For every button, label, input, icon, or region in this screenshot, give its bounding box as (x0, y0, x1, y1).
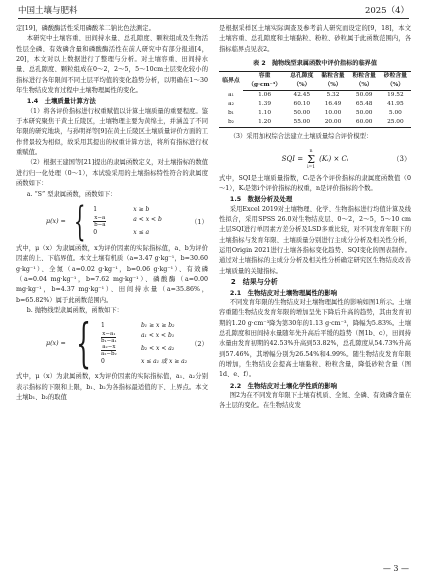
critical-values-table (219, 71, 411, 128)
formula-lhs: SQI = (281, 155, 304, 164)
formula-2: μ(x) = { 1 b₁ ≥ x ≥ b₂ $\frac{\text{x−a₁}}{\text{b₁−a₁}}$ a₁ < x < b₁ $\frac{\text{a₂−x}}{\text{a₂−b₂}}$ b₂ < x < a₂ 0 x ≤ a₁ 或 x ≥ a₂ （2） (46, 314, 208, 375)
left-column (16, 24, 208, 403)
paragraph: 式中，μ（x）为隶属函数，x为评价因素的实际指标值，a₁、a₂分别表示指标的下限和上限，b₁、b₂为各指标最适值的下、上界点。本文土壤b₁、b₂的取值 (16, 373, 208, 401)
table-unit: （%） (317, 81, 348, 91)
paragraph: （1）将各评价指标进行权重赋值以计算土壤质量的重要程度。鉴于本研究聚焦干黄土丘陵区，土壤物理主要为黄绵土，并涵盖了不同年限的研究地块，与孙明祥等[9]在黄土丘陵区土壤质量评价方面的工作背景较为相似，故采用其提出的权重计算方法，将所有指标进行权重赋值。 (16, 107, 208, 157)
formula-term: (Kᵢ) × Cᵢ (319, 155, 349, 164)
formula-1: μ(x) = { 1 x ≥ b $\frac{x-a}{b-a}$ a < x < b 0 x ≤ a （1） (46, 198, 208, 245)
paragraph: 是根据采样区土壤实际调查及参考前人研究而设定的[9，18]，本文土壤容重、总孔隙度和土壤黏粒、粉粒、砂粒属于此函数范围内，各指标临界点见表2。 (219, 25, 411, 53)
summation-symbol: n Σ i=1 (307, 148, 316, 170)
right-column (219, 24, 411, 412)
left-brace: { (73, 198, 86, 245)
page-number: — 3 — (382, 564, 409, 573)
table-caption: 表 2 抛物线型隶属函数中评价指标的临界值 (252, 60, 378, 68)
function-label-a: a. “S” 型隶属函数，函数如下： (26, 190, 117, 198)
paragraph: 不同发育年限的生物结皮对土壤物理属性的影响如图1所示。土壤容重随生物结皮发育年限的增加呈先下降后升高的趋势，其由发育初期的1.20 g·cm⁻³降为第30年的1.13 g·cm⁻³，降幅为5.83%。土壤总孔隙度和田间持水量随年先升高后平缓的趋势（图1b、c），田间持水量由发育初期的42.53%升高到53.82%，总孔隙度从54.73%升高到57.46%，其增幅分别为26.54%和4.99%。随生物结皮发育年限的增加，生物结皮会提高土壤黏粒、粉粒含量，降低砂粒含量（图1d、e、f）。 (219, 298, 411, 379)
paragraph: 式中，μ（x）为隶属函数，x为评价因素的实际指标值，a、b为评价因素的上、下临界值。本文土壤有机质（a=3.47 g·kg⁻¹，b=30.60 g·kg⁻¹）、全氮（a=0.02 g·kg⁻¹，b=0.06 g·kg⁻¹）、有效磷（a=0.04 mg·kg⁻¹，b=7.62 mg·kg⁻¹）、磷酸酶（a=0.00 mg·kg⁻¹，b=4.37 mg·kg⁻¹）、田间持水量（a=35.86%，b=65.82%）属于此函数范围内。 (16, 244, 208, 304)
formula-lhs: μ(x) = (46, 217, 66, 225)
paragraph: 图2为在不同发育年限下土壤有机质、全氮、全磷、有效磷含量在各土层的变化。在生物结皮发 (219, 391, 411, 410)
table-row: a₁ 1.06 42.45 5.32 50.09 19.52 (228, 92, 404, 99)
function-label-b: b. 抛物线型隶属函数，函数如下： (26, 306, 123, 314)
table-unit: （%） (286, 81, 317, 91)
formula-3 (219, 149, 411, 170)
equation-number: （1） (190, 217, 208, 226)
table-header: 黏粒含量 (317, 72, 348, 82)
paragraph: （3）采用加权综合法建立土壤质量综合评价模型： (229, 133, 373, 141)
section-heading-1-4: 1.4 土壤质量计算方法 (26, 97, 96, 106)
table-header: 总孔隙度 (286, 72, 317, 82)
table-row: b₁ 1.10 50.00 10.00 50.00 5.00 (227, 110, 402, 117)
table-header: 粉粒含量 (349, 72, 380, 82)
section-heading-2-2: 2.2 生物结皮对土壤化学性质的影响 (229, 381, 338, 390)
table-row: b₂ 1.20 55.00 20.00 60.00 25.00 (219, 118, 411, 128)
table-header: 容重 (243, 72, 286, 82)
table-unit: （g·cm⁻³） (243, 81, 286, 91)
section-heading-2-1: 2.1 生物结皮对土壤物理属性的影响 (229, 288, 338, 297)
left-brace: { (75, 314, 91, 375)
issue-number: 2025（4） (364, 6, 409, 16)
paragraph: （2）根据王建国等[21]提出的隶属函数定义，对土壤指标的数值进行归一化处理（0～1），本试验采用的土壤指标特性符合的隶属度函数如下： (16, 159, 208, 188)
section-heading-1-5: 1.5 数据分析及处理 (229, 195, 293, 204)
paragraph: 式中，SQI是土壤质量指数，Cᵢ是各个评价指标的隶属度函数值（0～1），Kᵢ是第i个评价指标的权重，n是评价指标的个数。 (219, 174, 411, 193)
table-unit: （%） (380, 81, 411, 91)
paragraph: 采用Excel 2019对土壤物理、化学、生物指标进行均值计算及线性拟合，采用SPSS 26.0对生物结皮层、0～2，2～5，5～10 cm土层SQI进行单因素方差分析及LSD多重比较，对不同发育年限下的土壤指标与发育年限、土壤质量分别进行主成分分析及相关性分析，运用Origin 2021进行土壤各指标变化趋势、SQI变化的图表制作。通过对土壤指标的主成分分析及相关性分析确定研究区生物结皮改善土壤质量的关键指标。 (219, 205, 411, 275)
table-header: 临界点 (219, 72, 243, 91)
section-heading-2: 2 结果与分析 (230, 278, 278, 287)
journal-name: 中国土壤与肥料 (18, 6, 78, 16)
running-header (18, 4, 409, 19)
paragraph: 定[19]，磷酸酶活性采用磷酸苯二钠比色法测定。 (16, 25, 155, 32)
paragraph: 本研究中土壤容重、田间持水量、总孔隙度、颗粒组成及生物活性层全磷、有效磷含量和磷酸酶活性在前人研究中有部分报道[4，20]，本文对以上数据进行了整理与分析。对土壤容重、田间持水量、总孔隙度、颗粒组成在0～2，2～5，5～10cm土层变化较小的指标进行各年限间不同土层平均值的变化趋势分析，以明确在1～30年生物结皮发育过程中土壤物理属性的变化。 (16, 35, 208, 95)
table-unit: （%） (349, 81, 380, 91)
table-header: 砂粒含量 (380, 72, 411, 82)
table-row: a₂ 1.39 60.10 16.49 65.48 41.95 (228, 101, 404, 108)
formula-lhs: μ(x) = (46, 340, 66, 348)
equation-number: （2） (190, 340, 208, 349)
equation-number: （3） (392, 155, 411, 164)
